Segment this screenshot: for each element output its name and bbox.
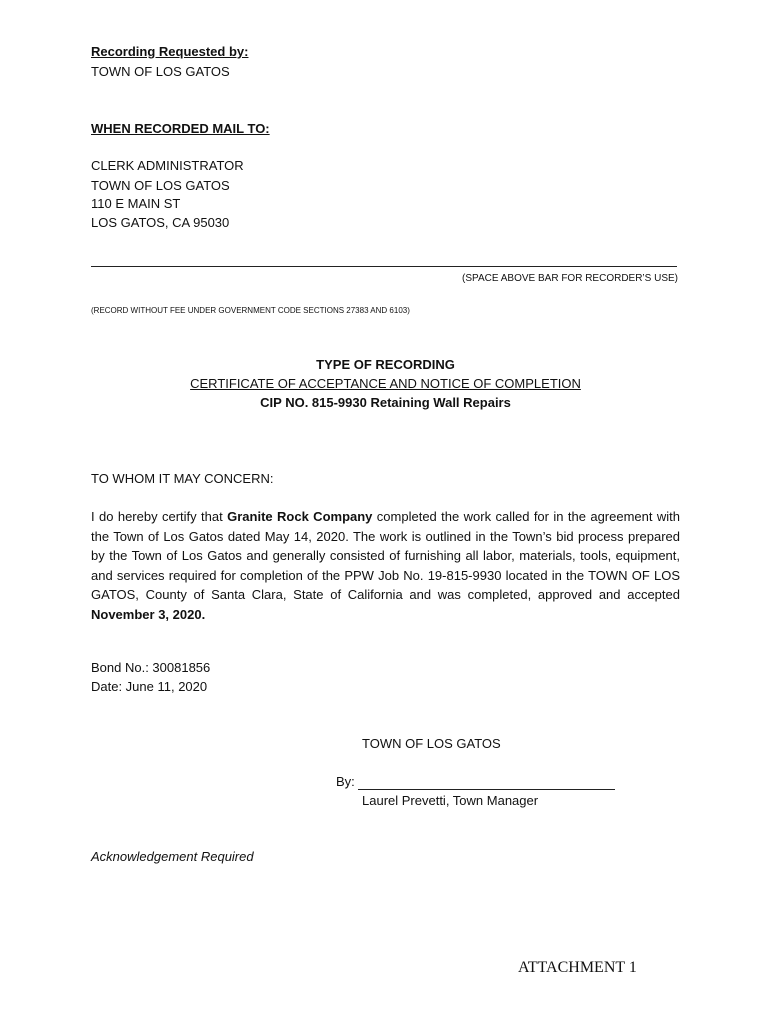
- paragraph-body: completed the work called for in the agreement with the Town of Los Gatos dated May 14, 2020. The work is outlined in the Town’s bid process prepared by the Town of Los Gatos and generally consisted of furnishing all labor, materials, tools, equipment, and services required for completion of the PPW Job No. 19-815-9930 located in the TOWN OF LOS GATOS, County of Santa Clara, State of California and was completed, approved and accepted: [91, 509, 680, 602]
- mail-to-line: CLERK ADMINISTRATOR: [91, 158, 244, 173]
- attachment-label: ATTACHMENT 1: [518, 959, 637, 976]
- recording-requested-value: TOWN OF LOS GATOS: [91, 64, 230, 79]
- acknowledgement-note: Acknowledgement Required: [91, 849, 254, 864]
- mail-to-line: 110 E MAIN ST: [91, 196, 181, 211]
- recorder-note: (SPACE ABOVE BAR FOR RECORDER’S USE): [462, 273, 678, 284]
- mail-to-label: WHEN RECORDED MAIL TO:: [91, 121, 270, 136]
- bond-number: Bond No.: 30081856: [91, 660, 211, 675]
- paragraph-prefix: I do hereby certify that: [91, 509, 228, 524]
- signature-org: TOWN OF LOS GATOS: [362, 736, 501, 751]
- salutation: TO WHOM IT MAY CONCERN:: [91, 471, 274, 486]
- mail-to-line: LOS GATOS, CA 95030: [91, 215, 230, 230]
- certification-paragraph: [91, 507, 680, 624]
- bond-date: Date: June 11, 2020: [91, 679, 208, 694]
- signer-name: Laurel Prevetti, Town Manager: [362, 793, 539, 808]
- recording-type-heading: TYPE OF RECORDING: [316, 357, 455, 372]
- project-title: CIP NO. 815-9930 Retaining Wall Repairs: [260, 395, 511, 410]
- mail-to-line: TOWN OF LOS GATOS: [91, 178, 230, 193]
- contractor-name: Granite Rock Company: [227, 509, 373, 524]
- recording-requested-label: Recording Requested by:: [91, 44, 249, 59]
- acceptance-date: November 3, 2020.: [91, 606, 206, 622]
- signature-line: [358, 789, 615, 790]
- fee-note: (RECORD WITHOUT FEE UNDER GOVERNMENT CODE SECTIONS 27383 AND 6103): [91, 306, 410, 315]
- by-label: By:: [336, 774, 355, 789]
- recorder-bar: [91, 266, 677, 267]
- certificate-title: CERTIFICATE OF ACCEPTANCE AND NOTICE OF COMPLETION: [190, 376, 581, 391]
